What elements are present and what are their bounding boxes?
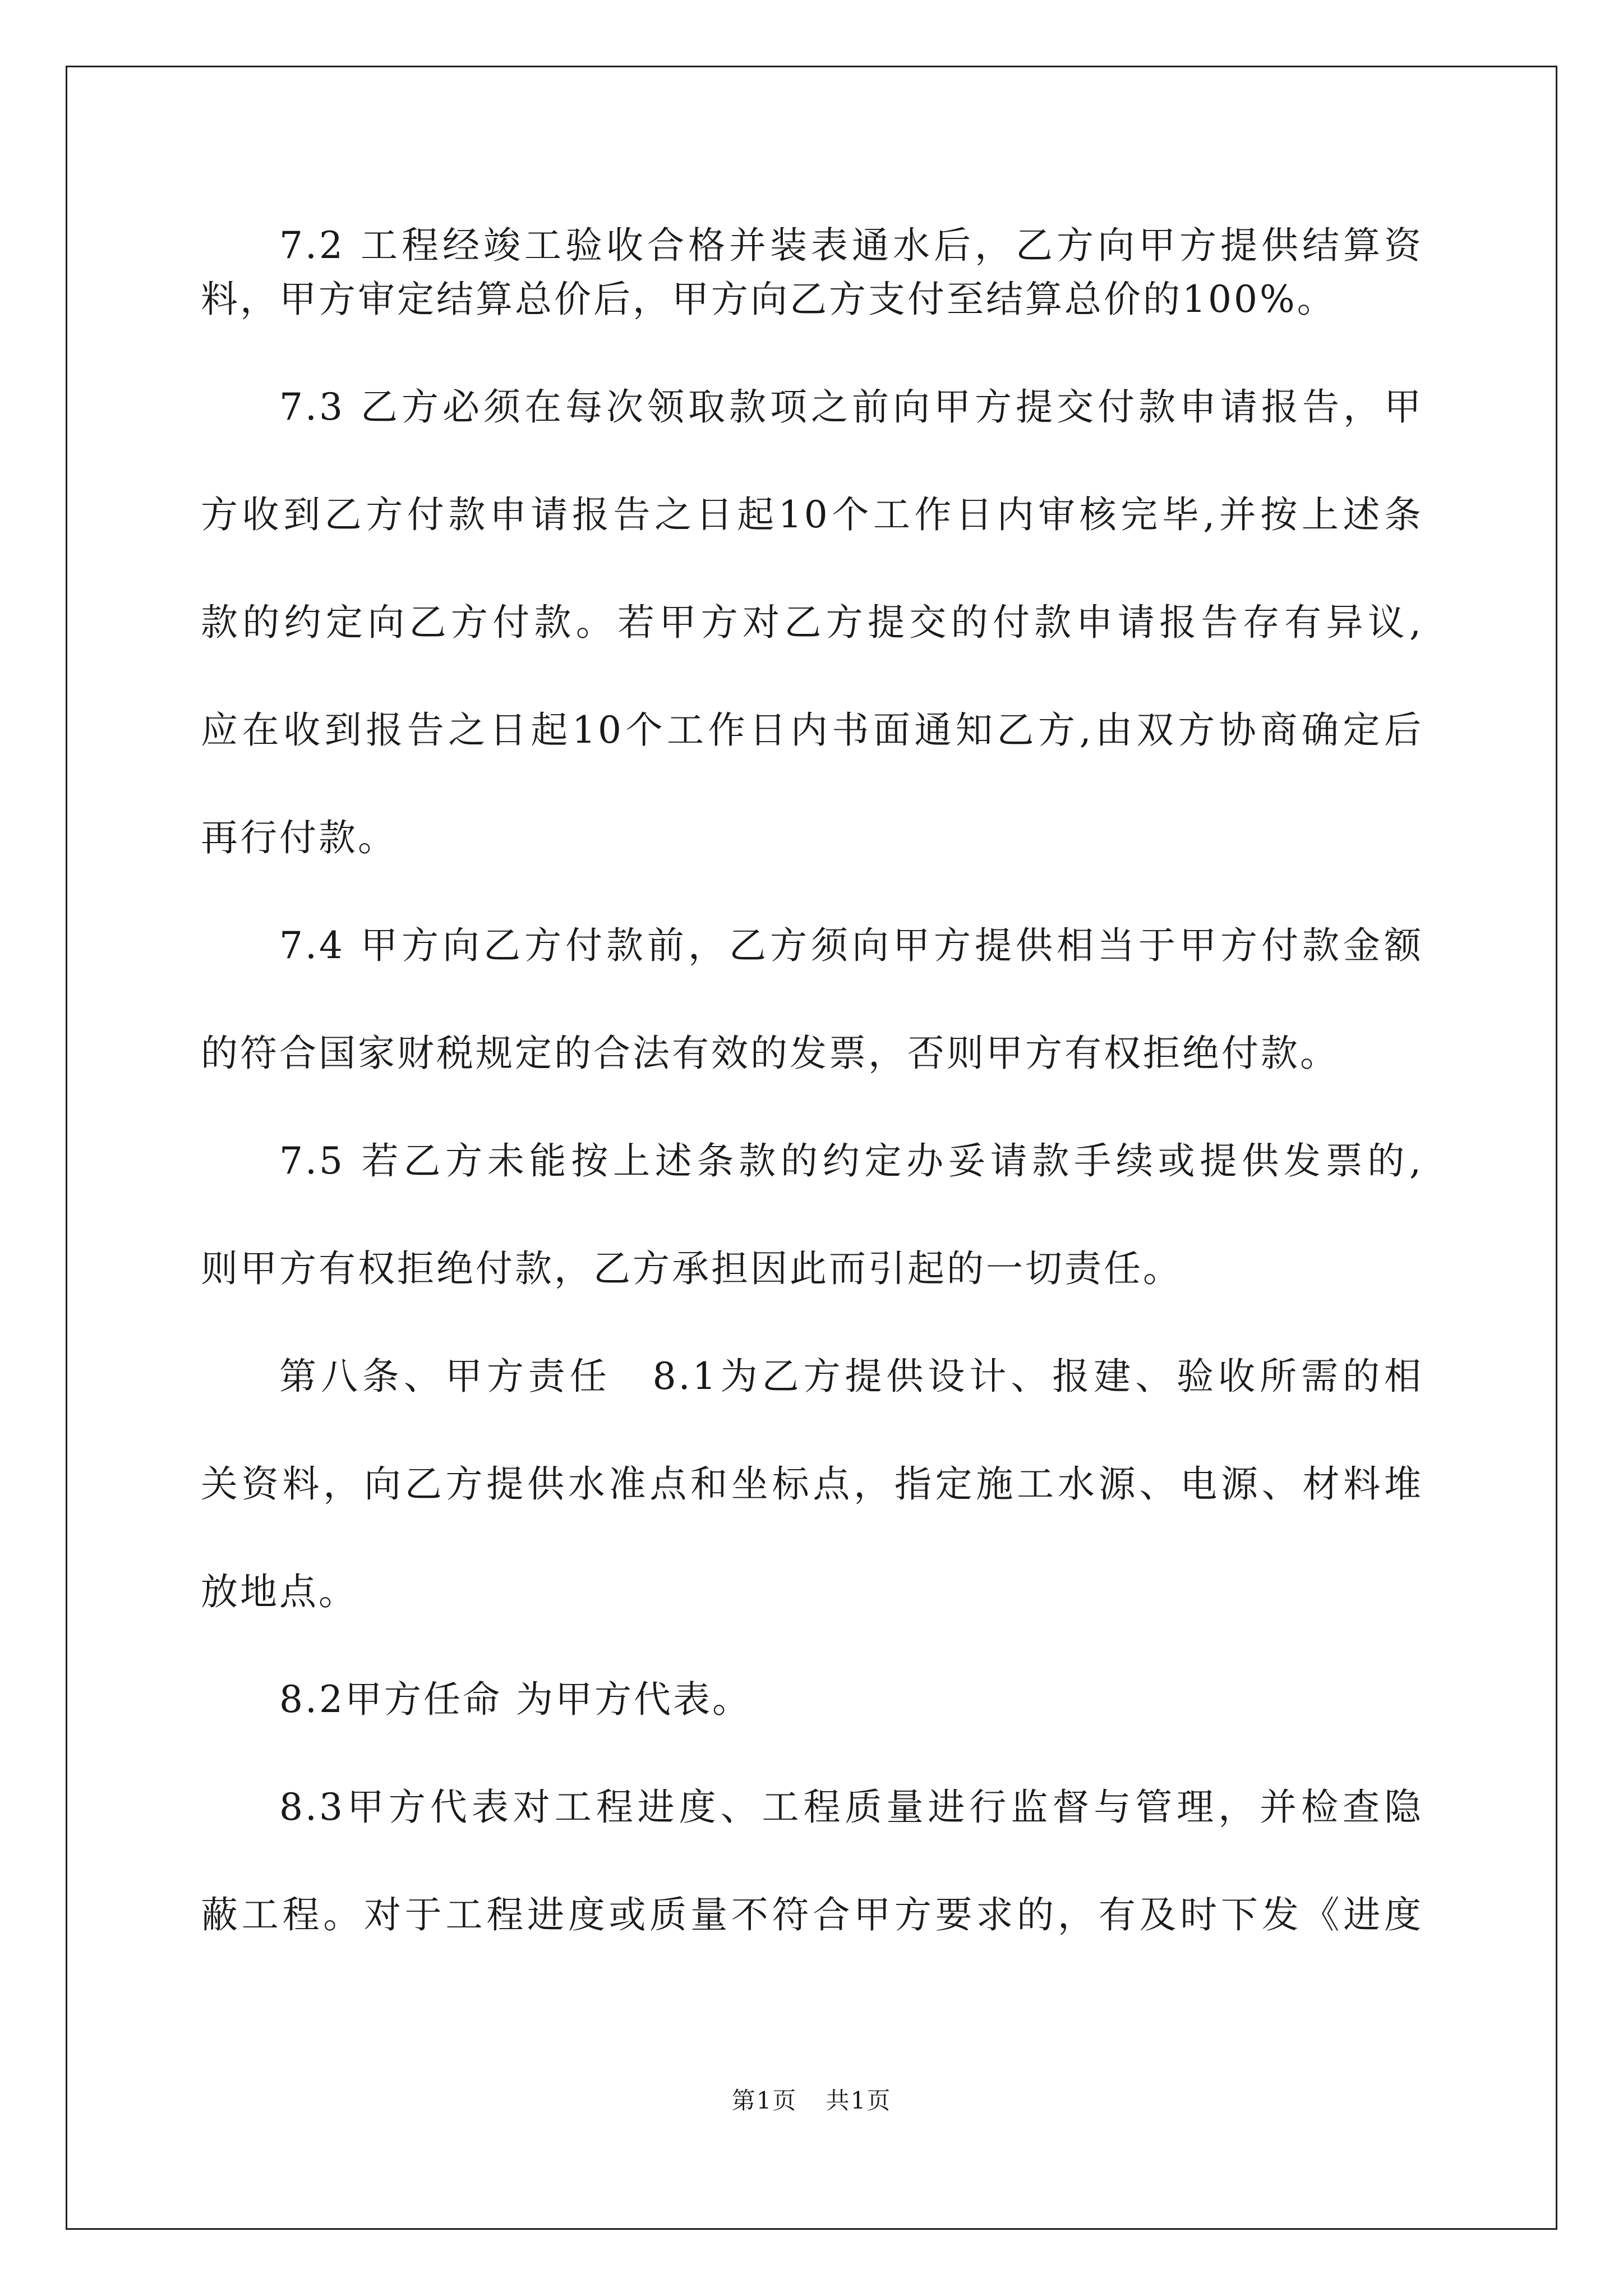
clause-8-3-line-1: 8.3甲方代表对工程进度、工程质量进行监督与管理，并检查隐	[279, 1786, 1423, 1829]
article-8-line-2: 关资料，向乙方提供水准点和坐标点，指定施工水源、电源、材料堆	[201, 1462, 1423, 1506]
clause-7-5-line-2: 则甲方有权拒绝付款，乙方承担因此而引起的一切责任。	[201, 1247, 1182, 1290]
article-8-line-3: 放地点。	[201, 1570, 358, 1613]
article-8-line-1: 第八条、甲方责任 8.1为乙方提供设计、报建、验收所需的相	[279, 1355, 1423, 1398]
clause-7-3-line-2: 方收到乙方付款申请报告之日起10个工作日内审核完毕,并按上述条	[201, 493, 1423, 536]
document-body	[201, 219, 1423, 1942]
clause-7-3-line-5: 再行付款。	[201, 816, 397, 859]
clause-7-4-line-1: 7.4 甲方向乙方付款前，乙方须向甲方提供相当于甲方付款金额	[279, 924, 1423, 967]
clause-7-2-line-1: 7.2 工程经竣工验收合格并装表通水后，乙方向甲方提供结算资	[279, 224, 1423, 267]
clause-8-3-line-2: 蔽工程。对于工程进度或质量不符合甲方要求的，有及时下发《进度	[201, 1893, 1423, 1936]
clause-7-3-line-3: 款的约定向乙方付款。若甲方对乙方提交的付款申请报告存有异议,	[201, 601, 1423, 644]
clause-7-4-line-2: 的符合国家财税规定的合法有效的发票，否则甲方有权拒绝付款。	[201, 1032, 1339, 1075]
clause-7-3-line-4: 应在收到报告之日起10个工作日内书面通知乙方,由双方协商确定后	[201, 708, 1423, 752]
clause-7-2-line-2: 料，甲方审定结算总价后，甲方向乙方支付至结算总价的100%。	[201, 278, 1336, 321]
clause-7-5-line-1: 7.5 若乙方未能按上述条款的约定办妥请款手续或提供发票的,	[279, 1139, 1423, 1182]
page-number-current: 第1页	[731, 2087, 797, 2114]
page-number-total: 共1页	[826, 2087, 892, 2114]
page-footer	[0, 2087, 1623, 2115]
clause-7-3-line-1: 7.3 乙方必须在每次领取款项之前向甲方提交付款申请报告，甲	[279, 385, 1423, 429]
clause-8-2-line-1: 8.2甲方任命 为甲方代表。	[279, 1678, 751, 1721]
